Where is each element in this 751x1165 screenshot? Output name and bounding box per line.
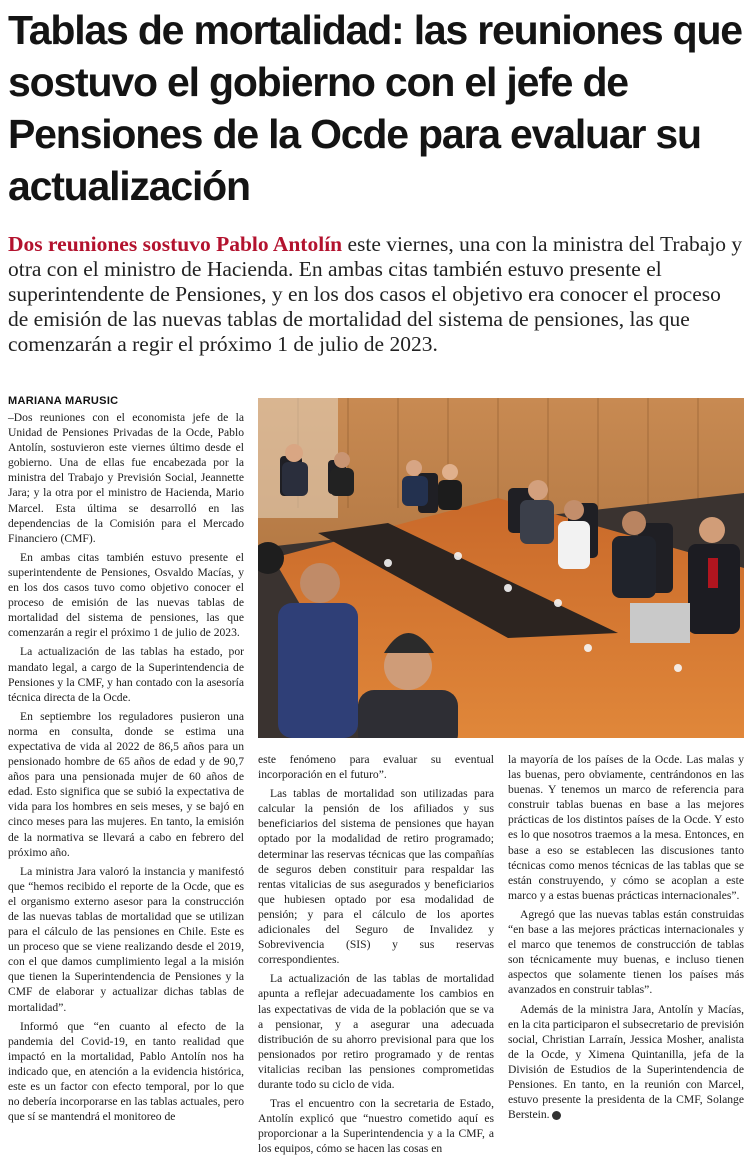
article-column-3 [508,752,744,1160]
laptop-icon [630,603,690,643]
headline: Tablas de mortalidad: las reuniones que sostuvo el gobierno con el jefe de Pensiones de la Ocde para evaluar su actualización [8,7,742,209]
body-paragraph: –Dos reuniones con el economista jefe de la Unidad de Pensiones Privadas de la Ocde, Pablo Antolín, sostuvieron este viernes último desde el gobierno. Una de ellas fue encabezada por la ministra del Trabajo y Previsión Social, Jeannette Jara; y la otra por el ministro de Hacienda, Mario Marcel. Esta última se desarrolló en las dependencias de la Comisión para el Mercado Financiero (CMF). [8,411,244,545]
meeting-photo-illustration [258,398,744,738]
body-paragraph: La actualización de las tablas de mortalidad apunta a reflejar adecuadamente los cambios en las expectativas de vida de la población que se va a pensionar, y a asegurar una adecuada distribución de su ahorro previsional para que los pensionados por retiro programado y de rentas vitalicias reciban las pensiones comprometidas durante todo su ciclo de vida. [258,972,494,1091]
body-paragraph: Informó que “en cuanto al efecto de la pandemia del Covid-19, en tanto realidad que impactó en la mortalidad, Pablo Antolín nos ha indicado que, en atención a la evidencia histórica, este es un factor con efecto temporal, por lo que no debería incorporarse en las tablas actuales, pero que sí se mantendrá el monitoreo de [8,1019,244,1124]
lead-highlight: Dos reuniones sostuvo Pablo Antolín [8,232,343,256]
body-paragraph: En septiembre los reguladores pusieron una norma en consulta, donde se estima una expectativa de vida al 2022 de 86,5 años para un pensionado hombre de 65 años de edad y de 90,7 años para una pensionada mujer de 60 años de edad. Esto significa que se subió la expectativa de vida para los hombres en seis meses, y se bajó en cinco meses para las mujeres. En tanto, la emisión de la normativa se llevará a cabo en febrero del próximo año. [8,709,244,859]
body-paragraph: La actualización de las tablas ha estado, por mandato legal, a cargo de la Superintendencia de Pensiones y la CMF, y han contado con la asesoría técnica directa de la Ocde. [8,645,244,704]
body-paragraph: La ministra Jara valoró la instancia y manifestó que “hemos recibido el reporte de la Ocde, que es el organismo externo asesor para la construcción de las nuevas tablas de mortalidad que se utilizan para el cálculo de las pensiones en Chile. Este es un proceso que se viene realizando desde el 2019, con el que damos cumplimiento legal a la misión que tienen la Superintendencia de Pensiones y la CMF de elaborar y actualizar dichas tablas de mortalidad”. [8,864,244,1014]
body-paragraph: Las tablas de mortalidad son utilizadas para calcular la pensión de los afiliados y sus beneficiarios del sistema de pensiones que hayan optado por la modalidad de retiro programado; determinar las reservas técnicas que las compañías de seguros deben constituir para respaldar las rentas vitalicias de sus asegurados y beneficiarios que hubiesen optado por esa modalidad de pensión; y para el cálculo de los aportes adicionales del Seguro de Invalidez y Sobrevivencia (SIS) y sus reservas correspondientes. [258,787,494,967]
byline: MARIANA MARUSIC [8,395,119,407]
lead-text: este viernes, una con la ministra del Trabajo y otra con el ministro de Hacienda. En ambas citas también estuvo presente el superintendente de Pensiones, y en los dos casos el objetivo era conocer el proceso de emisión de las nuevas tablas de mortalidad del sistema de pensiones, las que comenzarán a regir el próximo 1 de julio de 2023. [8,232,743,356]
body-paragraph: En ambas citas también estuvo presente el superintendente de Pensiones, Osvaldo Macías, y en los dos casos tuvo como objetivo conocer el proceso de emisión de las nuevas tablas de mortalidad del sistema de pensiones, las que comenzarán a regir el próximo 1 de julio de 2023. [8,550,244,640]
meeting-photo [258,398,744,738]
body-paragraph [508,1002,744,1123]
body-paragraph: la mayoría de los países de la Ocde. Las malas y las buenas, pero obviamente, centrándonos en las buenas. Y tenemos un marco de referencia para construir tablas buenas en base a las mejores prácticas de los distintos países de la Ocde. Y esto es lo que nosotros traemos a la mesa. Entonces, en base a eso se establecen las discusiones tanto técnicas como menos técnicas de las tablas que se están construyendo, y cómo se acoplan a este marco y a estas buenas prácticas internacionales”. [508,753,744,902]
final-paragraph-text: Además de la ministra Jara, Antolín y Macías, en la cita participaron el subsecretario de previsión social, Christian Larraín, Jessica Mosher, analista de la Ocde, y Ximena Quintanilla, jefa de la División de Estudios de la Superintendencia de Pensiones. En tanto, en la reunión con Marcel, estuvo presente la presidenta de la CMF, Solange Berstein. [508,1002,744,1122]
body-paragraph: este fenómeno para evaluar su eventual incorporación en el futuro”. [258,753,494,782]
article-column-2 [258,752,494,1160]
body-paragraph: Tras el encuentro con la secretaria de Estado, Antolín explicó que “nuestro cometido aquí es proporcionar a la Superintendencia y a la CMF, a los equipos, cómo se hacen las cosas en [258,1097,494,1156]
article-column-1 [8,410,244,1160]
end-of-article-icon: ■ [552,1111,561,1120]
lead-paragraph [8,232,743,357]
body-paragraph: Agregó que las nuevas tablas están construidas “en base a las mejores prácticas internacionales y el marco que tenemos de construcción de tablas son técnicamente muy buenas, e incluso tienen aspectos que solamente tienen los países más avanzados en construir tablas”. [508,907,744,997]
